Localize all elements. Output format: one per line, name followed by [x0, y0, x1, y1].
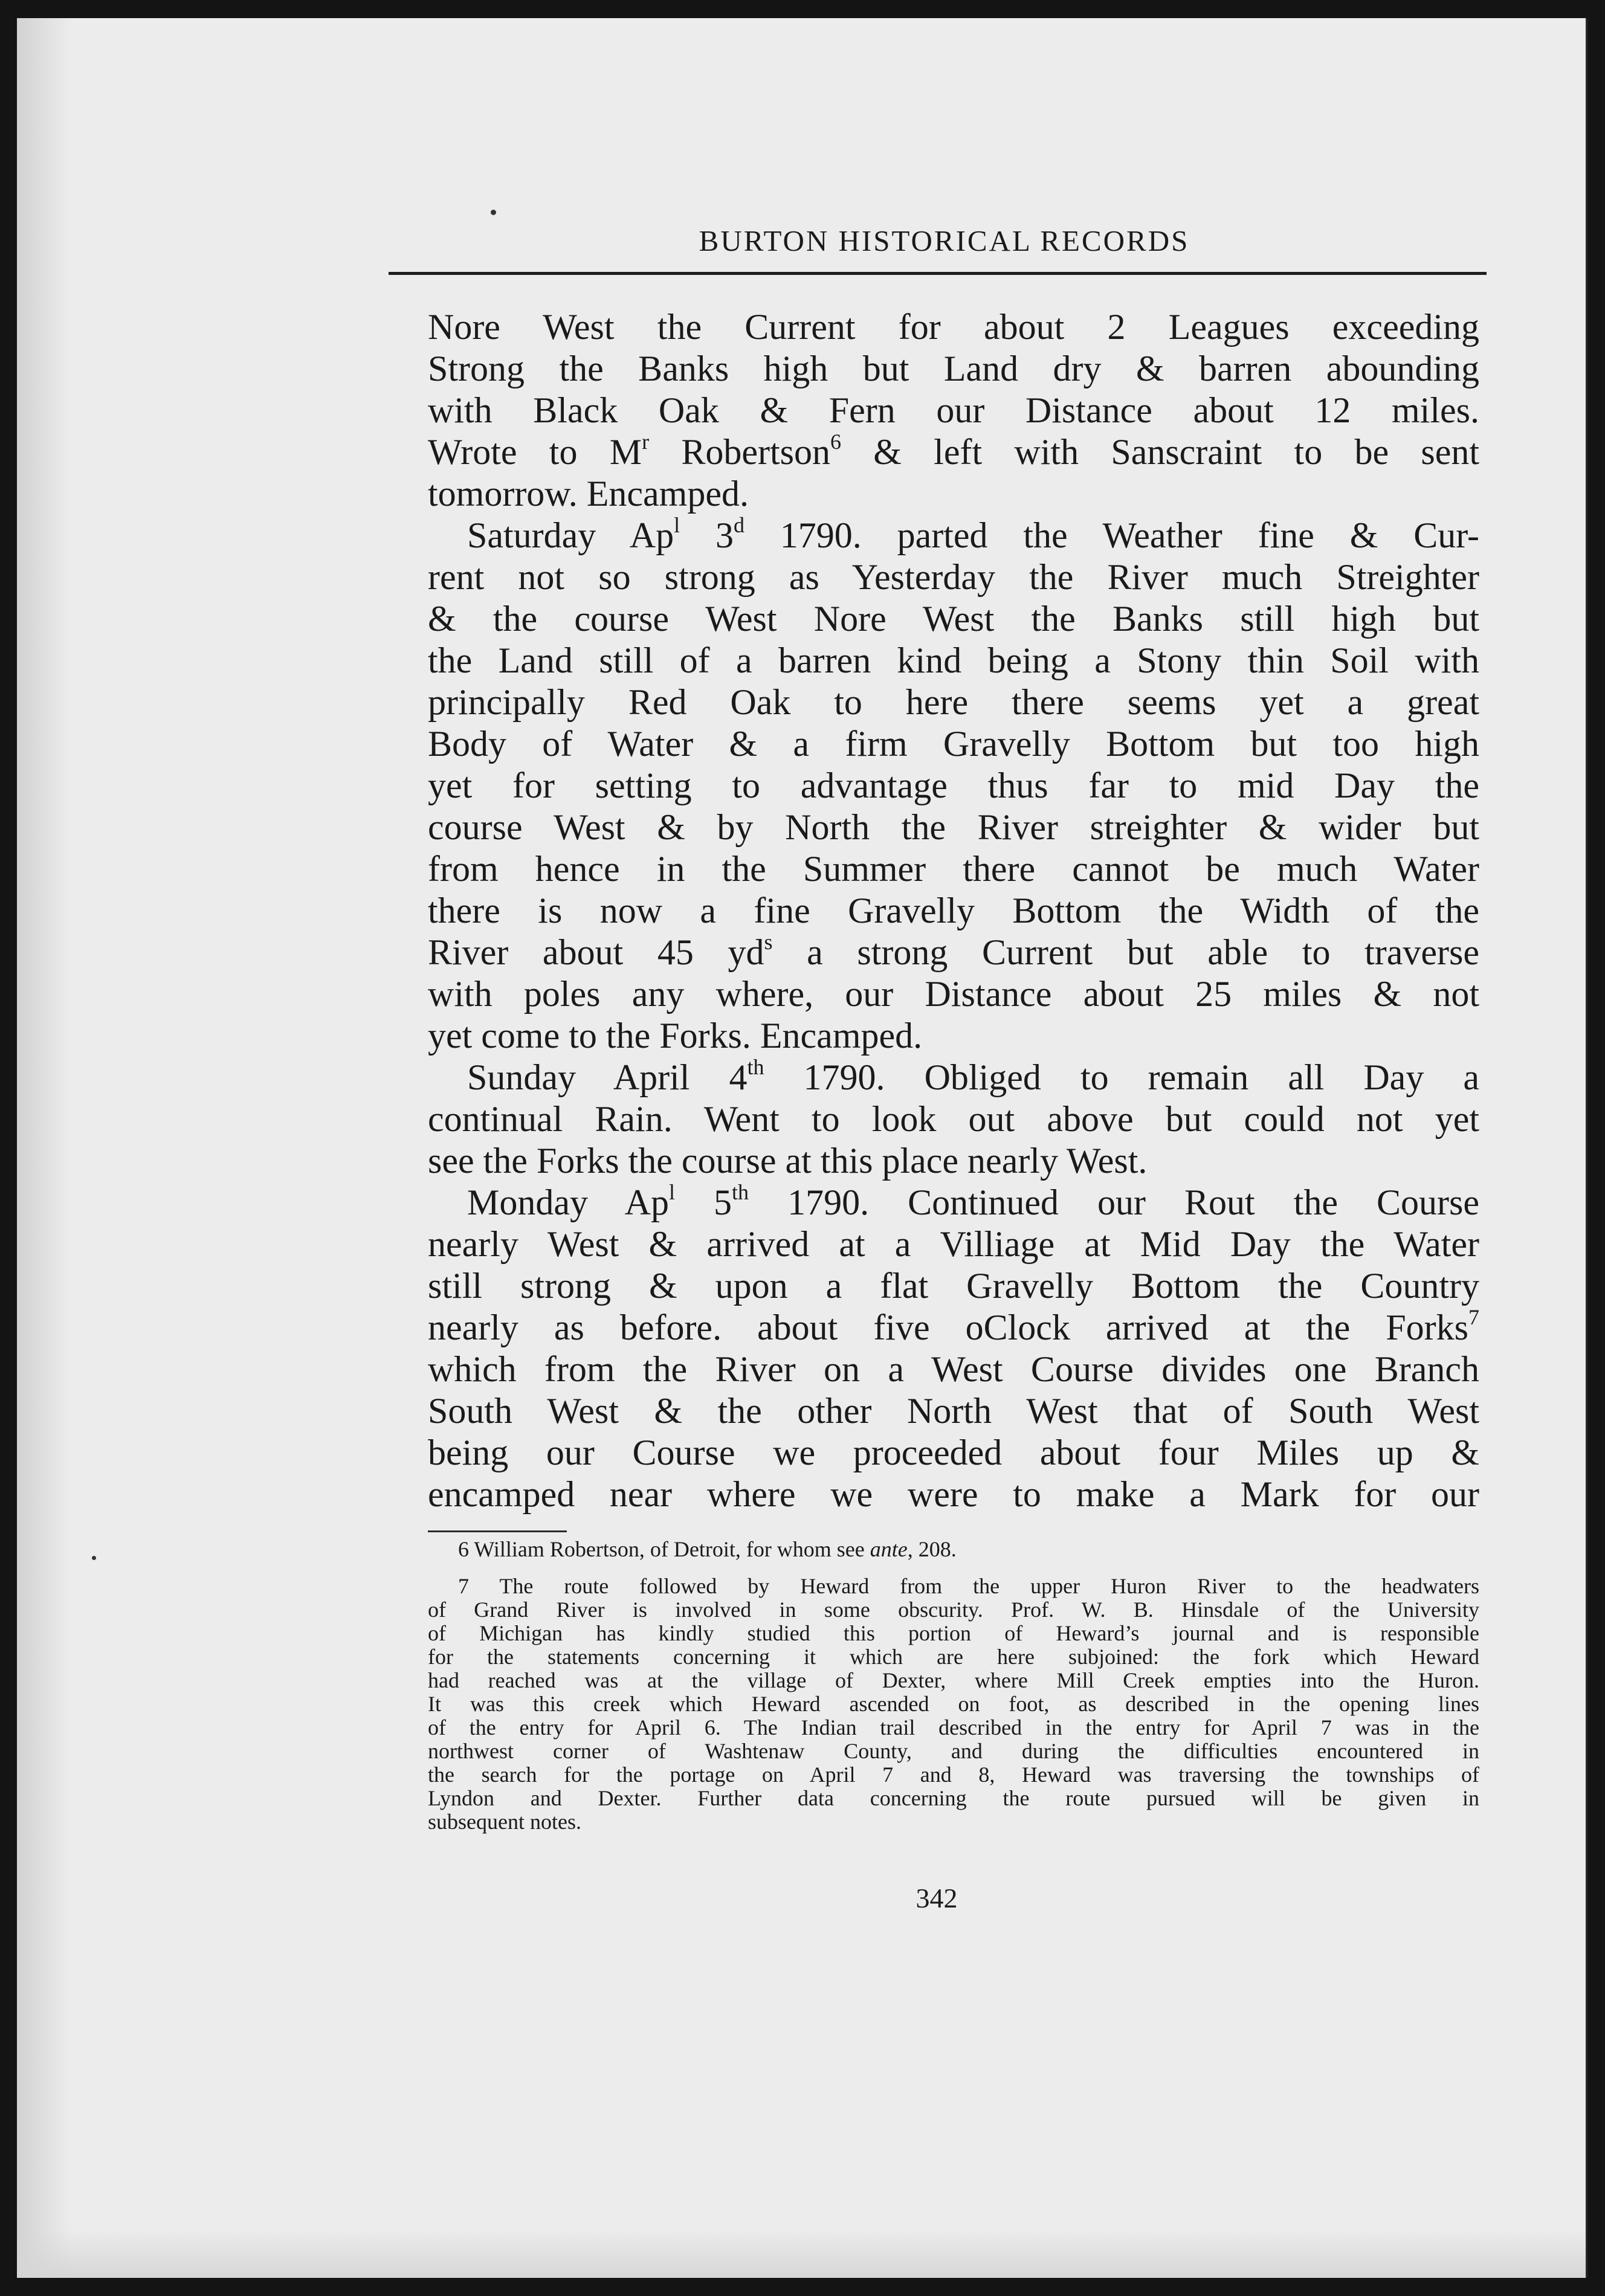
- text-segment: a strong Current but able to traverse: [772, 932, 1479, 972]
- superscript: r: [642, 429, 650, 454]
- superscript: th: [747, 1054, 764, 1079]
- body-line: course West & by North the River streighter & wider but: [428, 807, 1479, 847]
- superscript: d: [733, 512, 744, 537]
- footnote-7-line: Lyndon and Dexter. Further data concerning the route pursued will be given in: [428, 1786, 1479, 1810]
- body-line: [428, 929, 1479, 973]
- body-line: being our Course we proceeded about four Miles up &: [428, 1433, 1479, 1472]
- text-segment: 1790. parted the Weather fine & Cur-: [744, 515, 1479, 555]
- text-segment: nearly as before. about five oClock arrived at the Forks: [428, 1308, 1468, 1347]
- footnote-7-line: of Grand River is involved in some obscurity. Prof. W. B. Hinsdale of the University: [428, 1598, 1479, 1622]
- footnote-7-line: 7 The route followed by Heward from the upper Huron River to the headwaters: [458, 1574, 1479, 1598]
- footnote-6: [428, 1538, 1479, 1561]
- text-segment: Saturday Ap: [467, 515, 674, 555]
- ink-speck: [92, 1556, 96, 1560]
- body-line: there is now a fine Gravelly Bottom the Width of the: [428, 891, 1479, 930]
- body-line: [428, 1054, 1480, 1098]
- body-text: [428, 306, 1479, 1515]
- body-line: encamped near where we were to make a Mark for our: [428, 1474, 1479, 1514]
- text-segment: Monday Ap: [467, 1182, 670, 1222]
- text-segment: 5: [675, 1182, 732, 1222]
- body-line: South West & the other North West that of South West: [428, 1391, 1479, 1431]
- text-segment: 3: [680, 515, 734, 555]
- footnote-7-line: It was this creek which Heward ascended on foot, as described in the opening lines: [428, 1692, 1479, 1716]
- text-segment: Sunday April 4: [467, 1057, 748, 1097]
- footnote-6-lead: 6 William Robertson, of Detroit, for whom see: [458, 1537, 870, 1561]
- body-line: Body of Water & a firm Gravelly Bottom but too high: [428, 724, 1479, 764]
- footnote-6-italic: ante: [870, 1537, 908, 1561]
- header-rule: [389, 272, 1487, 275]
- page-edge-shadow: [17, 18, 71, 2278]
- body-line: yet for setting to advantage thus far to mid Day the: [428, 766, 1479, 805]
- body-line: [428, 1304, 1479, 1349]
- superscript: 7: [1468, 1304, 1479, 1329]
- text-segment: Robertson: [649, 432, 830, 472]
- superscript: l: [674, 512, 680, 537]
- body-line: still strong & upon a flat Gravelly Bottom the Country: [428, 1266, 1479, 1306]
- body-line: continual Rain. Went to look out above but could not yet: [428, 1099, 1479, 1139]
- body-line: with poles any where, our Distance about 25 miles & not: [428, 974, 1479, 1014]
- footnote-7-line: of the entry for April 6. The Indian trail described in the entry for April 7 was in the: [428, 1715, 1479, 1740]
- body-line: [428, 1179, 1480, 1224]
- body-line: from hence in the Summer there cannot be much Water: [428, 849, 1479, 889]
- body-line: [428, 512, 1479, 556]
- footnote-7-line: the search for the portage on April 7 and 8, Heward was traversing the townships of: [428, 1762, 1479, 1787]
- text-segment: & left with Sanscraint to be sent: [841, 432, 1479, 472]
- body-line: & the course West Nore West the Banks still high but: [428, 599, 1479, 639]
- ink-speck: [491, 210, 496, 215]
- text-segment: 1790. Continued our Rout the Course: [749, 1182, 1480, 1222]
- body-line: [428, 431, 1479, 473]
- body-line: Nore West the Current for about 2 Leagues exceeding: [428, 307, 1479, 347]
- footnote-rule: [428, 1530, 567, 1532]
- text-segment: Wrote to M: [428, 432, 642, 472]
- body-line: with Black Oak & Fern our Distance about 12 miles.: [428, 390, 1479, 430]
- body-line: tomorrow. Encamped.: [428, 474, 749, 514]
- body-line: rent not so strong as Yesterday the River much Streighter: [428, 557, 1479, 597]
- footnote-7-line: subsequent notes.: [428, 1810, 581, 1834]
- page-bottom-shadow: [17, 2230, 1586, 2278]
- footnotes: [428, 1538, 1479, 1834]
- running-head: BURTON HISTORICAL RECORDS: [699, 224, 1190, 257]
- footnote-7-line: of Michigan has kindly studied this portion of Heward’s journal and is responsible: [428, 1621, 1479, 1645]
- superscript: s: [764, 929, 773, 954]
- footnote-7-line: northwest corner of Washtenaw County, and during the difficulties encountered in: [428, 1739, 1479, 1763]
- footnote-7: [428, 1575, 1479, 1834]
- body-line: the Land still of a barren kind being a Stony thin Soil with: [428, 640, 1479, 680]
- footnote-6-tail: , 208.: [907, 1537, 957, 1561]
- text-segment: 1790. Obliged to remain all Day a: [764, 1057, 1480, 1097]
- superscript: 6: [830, 429, 841, 454]
- footnote-7-line: for the statements concerning it which are here subjoined: the fork which Heward: [428, 1645, 1479, 1669]
- text-segment: River about 45 yd: [428, 932, 764, 972]
- body-line: principally Red Oak to here there seems yet a great: [428, 682, 1479, 722]
- body-line: see the Forks the course at this place nearly West.: [428, 1141, 1148, 1181]
- body-line: Strong the Banks high but Land dry & barren abounding: [428, 349, 1479, 389]
- superscript: l: [669, 1179, 676, 1204]
- body-line: nearly West & arrived at a Villiage at Mid Day the Water: [428, 1224, 1479, 1264]
- page-number: 342: [916, 1883, 958, 1914]
- superscript: th: [732, 1179, 749, 1204]
- footnote-7-line: had reached was at the village of Dexter, where Mill Creek empties into the Huron.: [428, 1668, 1479, 1692]
- body-line: yet come to the Forks. Encamped.: [428, 1016, 923, 1056]
- body-line: which from the River on a West Course divides one Branch: [428, 1349, 1479, 1389]
